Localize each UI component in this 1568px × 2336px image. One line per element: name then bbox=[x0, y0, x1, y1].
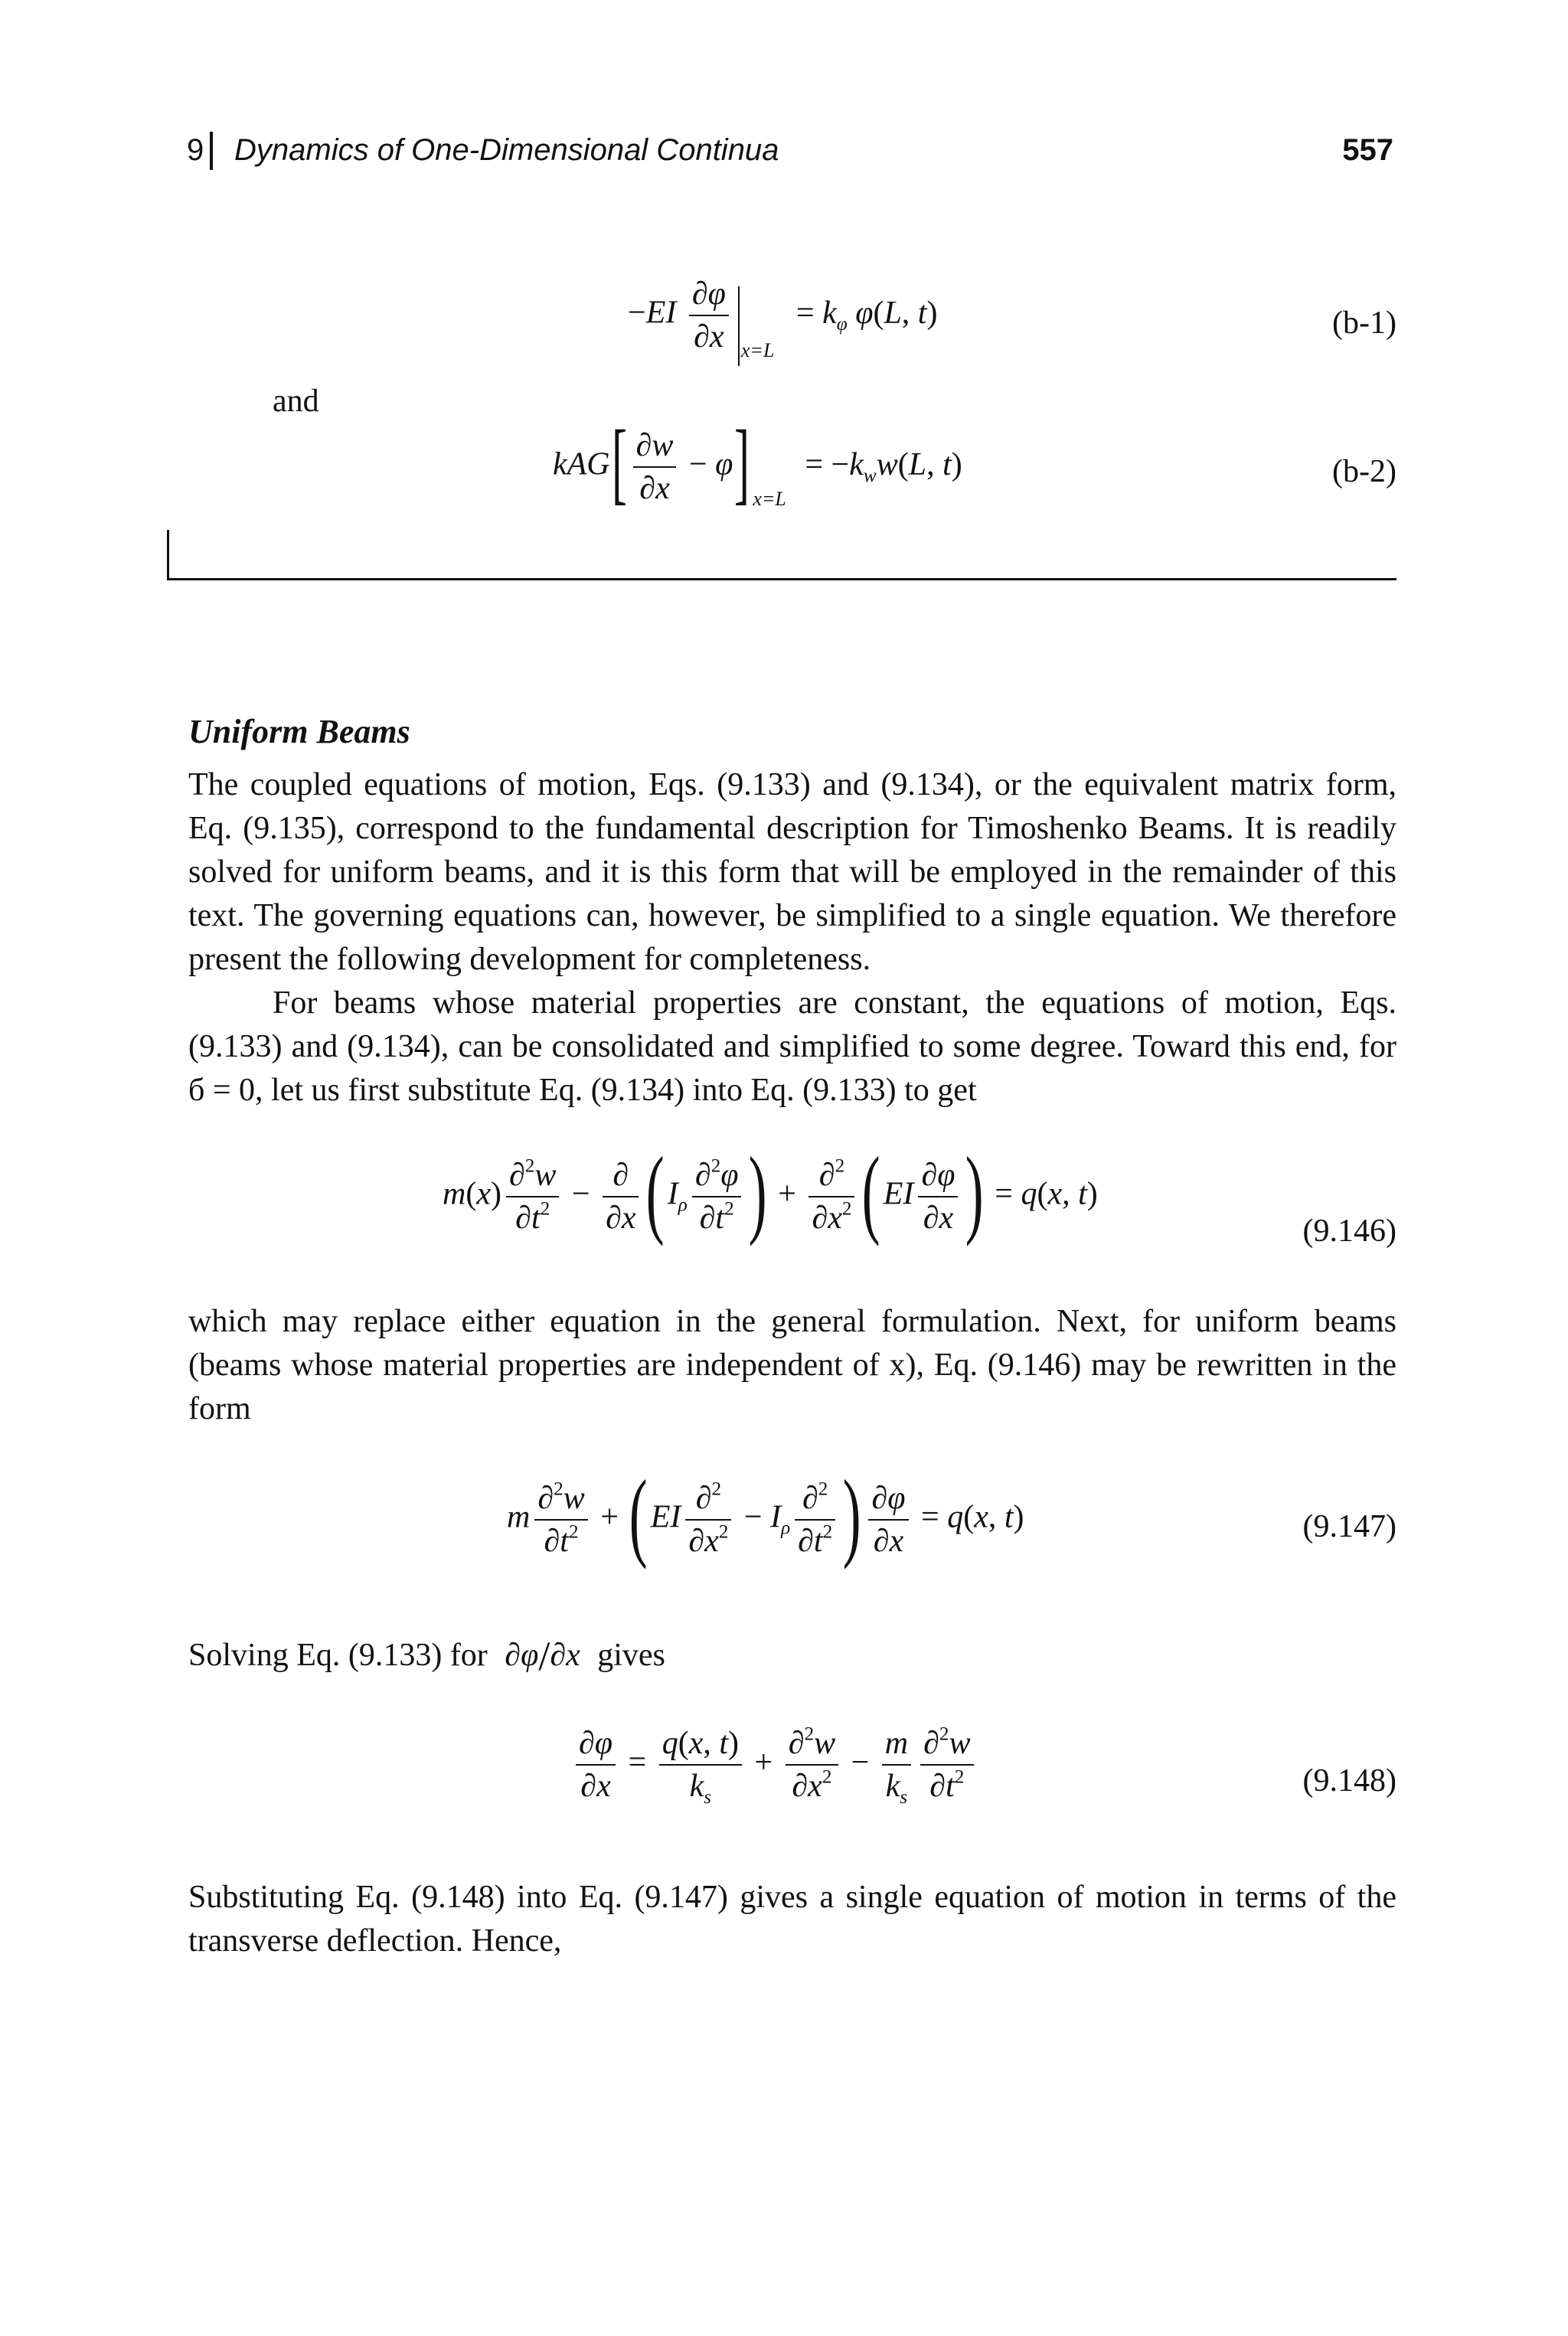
equation-9-146: m(x) $\frac{\partial^2w}{\partial t^2}$ − $\frac{\partial}{\partial x}$ ($I_\rho$ $\frac{\partial^2\varphi}{\partial t^2}$ ) + $\frac{\partial^2}{\partial x^2}$ (EI $\frac{\partial\varphi}{\partial x}$ ) = q(x, t) bbox=[443, 1137, 1098, 1247]
section-heading: Uniform Beams bbox=[188, 713, 410, 750]
paragraph-4-end: gives bbox=[597, 1638, 665, 1673]
paragraph-4 bbox=[188, 1634, 1396, 1678]
chapter-title: Dynamics of One-Dimensional Continua bbox=[234, 133, 779, 167]
paragraph-4-start: Solving Eq. (9.133) for bbox=[188, 1638, 488, 1673]
equation-9-148: $\frac{\partial\varphi}{\partial x}$ = $\frac{q(x, t)}{k_s}$ + $\frac{\partial^2w}{\partial x^2}$ − $\frac{m}{k_s}$ $\frac{\partial^2w}{\partial t^2}$ bbox=[571, 1726, 978, 1804]
paragraph-3: which may replace either equation in the general formulation. Next, for uniform beams (beams whose material properties are independent of x), Eq. (9.146) may be rewritten in the form bbox=[188, 1304, 1396, 1426]
connector-and: and bbox=[273, 384, 319, 419]
equation-b2: kAG[ $\frac{\partial w}{\partial x}$ − φ] $_{x=L} = -k_ww(L$, t) bbox=[553, 411, 962, 513]
inline-derivative: ∂φ/∂x bbox=[505, 1633, 580, 1679]
box-border-bottom bbox=[167, 578, 1396, 580]
header-divider bbox=[210, 132, 213, 170]
equation-number-b2: (b-2) bbox=[1332, 454, 1396, 489]
box-border-left bbox=[167, 530, 169, 580]
equation-number-9-148: (9.148) bbox=[1302, 1763, 1396, 1799]
equation-number-9-146: (9.146) bbox=[1302, 1214, 1396, 1249]
running-header bbox=[176, 130, 1393, 176]
paragraph-1: The coupled equations of motion, Eqs. (9.133) and (9.134), or the equivalent matrix form, Eq. (9.135), correspond to the fundamental description for Timoshenko Beams. It is readily solved for uniform beams, and it is this form that will be employed in the remainder of this text. The governing equations can, however, be simplified to a single equation. We therefore present the following development for completeness. bbox=[188, 767, 1396, 977]
chapter-number: 9 bbox=[187, 133, 204, 167]
equation-b1: −EI $\frac{\partial\varphi}{\partial x}$ $_{x=L} = k_\varphi$ φ(L, t) bbox=[628, 276, 937, 355]
page-number: 557 bbox=[1342, 133, 1393, 167]
equation-number-9-147: (9.147) bbox=[1302, 1509, 1396, 1544]
equation-9-147: m $\frac{\partial^2w}{\partial t^2}$ + (EI $\frac{\partial^2}{\partial x^2}$ − $I_\rho$ $\frac{\partial^2}{\partial t^2}$ ) $\frac{\partial\varphi}{\partial x}$ = q(x, t) bbox=[507, 1460, 1024, 1570]
paragraph-5: Substituting Eq. (9.148) into Eq. (9.147) gives a single equation of motion in terms of the transverse deflection. Hence, bbox=[188, 1880, 1396, 1959]
paragraph-2: For beams whose material properties are constant, the equations of motion, Eqs. (9.133) and (9.134), can be consolidated and simplified to some degree. Toward this end, for б = 0, let us first substitute Eq. (9.134) into Eq. (9.133) to get bbox=[188, 985, 1396, 1108]
equation-number-b1: (b-1) bbox=[1332, 305, 1396, 341]
